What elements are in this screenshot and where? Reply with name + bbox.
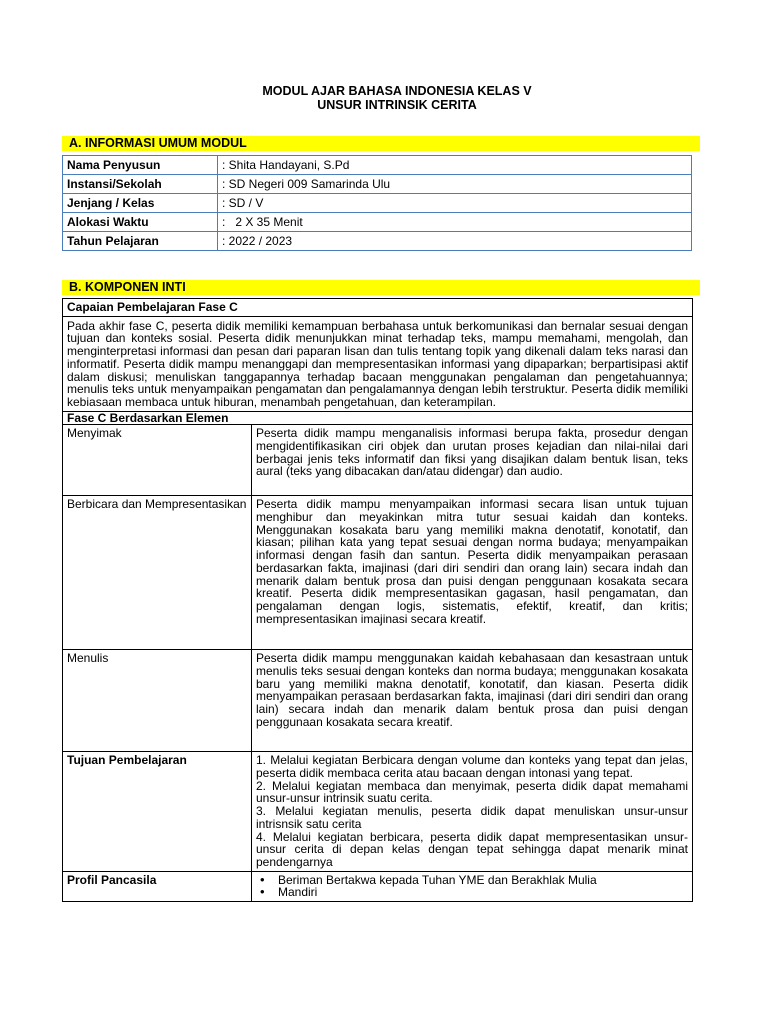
info-umum-table	[62, 155, 692, 251]
komponen-inti-table	[62, 298, 693, 902]
tujuan-heading: Tujuan Pembelajaran	[63, 752, 252, 871]
tujuan-item: 4. Melalui kegiatan berbicara, peserta didik dapat mempresentasikan unsur-unsur cerita di depan kelas dengan tepat sehingga dapat menarik minat pendengarnya	[256, 829, 688, 869]
table-row	[63, 752, 693, 871]
elemen-name: Menyimak	[63, 425, 252, 496]
table-row	[63, 175, 692, 194]
table-row	[63, 232, 692, 251]
info-key: Tahun Pelajaran	[63, 232, 218, 251]
table-row	[63, 496, 693, 650]
table-row	[63, 299, 693, 317]
profil-heading: Profil Pancasila	[63, 871, 252, 901]
document-title-line-1: MODUL AJAR BAHASA INDONESIA KELAS V	[262, 84, 532, 98]
table-row	[63, 425, 693, 496]
table-row	[63, 213, 692, 232]
table-row	[63, 156, 692, 175]
info-value: : 2 X 35 Menit	[218, 213, 692, 232]
document-title-line-2: UNSUR INTRINSIK CERITA	[317, 98, 477, 112]
tujuan-list	[252, 752, 693, 871]
capaian-text: Pada akhir fase C, peserta didik memiliki kemampuan berbahasa untuk berkomunikasi dan bernalar sesuai dengan tujuan dan konteks sosial. Peserta didik menunjukkan minat terhadap teks, mampu memahami, mengolah, dan menginterpretasi informasi dan pesan dari paparan lisan dan tulis tentang topik yang dikenali dalam teks narasi dan informatif. Peserta didik mampu menanggapi dan mempresentasikan informasi yang dipaparkan; berpartisipasi aktif dalam diskusi; menuliskan tanggapannya terhadap bacaan menggunakan pengalaman dan pengetahuannya; menulis teks untuk menyampaikan pengamatan dan pengalamannya dengan lebih terstruktur. Peserta didik memiliki kebiasaan membaca untuk hiburan, menambah pengetahuan, dan keterampilan.	[63, 316, 693, 411]
profil-item: • Mandiri	[278, 886, 688, 899]
capaian-heading: Capaian Pembelajaran Fase C	[63, 299, 693, 317]
tujuan-item: 1. Melalui kegiatan Berbicara dengan volume dan konteks yang tepat dan jelas, peserta didik membaca cerita atau bacaan dengan intonasi yang tepat.	[256, 753, 688, 781]
elemen-heading: Fase C Berdasarkan Elemen	[63, 411, 693, 425]
elemen-text: Peserta didik mampu menggunakan kaidah kebahasaan dan kesastraan untuk menulis teks sesuai dengan konteks dan norma budaya; menggunakan kosakata baru yang memiliki makna denotatif, konotatif, dan kiasan. Peserta didik menyampaikan perasaan berdasarkan fakta, imajinasi (dari diri sendiri dan orang lain) secara indah dan menarik dalam bentuk prosa dan puisi dengan penggunaan kosakata secara kreatif.	[252, 650, 693, 752]
info-value: : SD / V	[218, 194, 692, 213]
elemen-name: Menulis	[63, 650, 252, 752]
section-b-heading: B. KOMPONEN INTI	[62, 280, 700, 295]
info-key: Instansi/Sekolah	[63, 175, 218, 194]
elemen-text: Peserta didik mampu menyampaikan informasi secara lisan untuk tujuan menghibur dan meyakinkan mitra tutur sesuai kaidah dan konteks. Menggunakan kosakata baru yang memiliki makna denotatif, konotatif, dan kiasan; pilihan kata yang tepat sesuai dengan norma budaya; menyampaikan informasi dengan fasih dan santun. Peserta didik menyampaikan perasaan berdasarkan fakta, imajinasi (dari diri sendiri dan orang lain) secara indah dan menarik dalam bentuk prosa dan puisi dengan penggunaan kosakata secara kreatif. Peserta didik mempresentasikan gagasan, hasil pengamatan, dan pengalaman dengan logis, sistematis, efektif, kreatif, dan kritis; mempresentasikan imajinasi secara kreatif.	[252, 496, 693, 650]
section-a-heading: A. INFORMASI UMUM MODUL	[62, 136, 700, 151]
profil-item: • Beriman Bertakwa kepada Tuhan YME dan Berakhlak Mulia	[278, 874, 688, 887]
info-value: : SD Negeri 009 Samarinda Ulu	[218, 175, 692, 194]
tujuan-item: 3. Melalui kegiatan menulis, peserta didik dapat menuliskan unsur-unsur intrisnsik satu cerita	[256, 804, 688, 831]
info-key: Alokasi Waktu	[63, 213, 218, 232]
info-value: : 2022 / 2023	[218, 232, 692, 251]
info-value: : Shita Handayani, S.Pd	[218, 156, 692, 175]
table-row	[63, 411, 693, 425]
elemen-text: Peserta didik mampu menganalisis informasi berupa fakta, prosedur dengan mengidentifikasikan ciri objek dan urutan proses kejadian dan nilai-nilai dari berbagai jenis teks informatif dan fiksi yang disajikan dalam bentuk lisan, teks aural (teks yang dibacakan dan/atau didengar) dan audio.	[252, 425, 693, 496]
elemen-name: Berbicara dan Mempresentasikan	[63, 496, 252, 650]
info-key: Jenjang / Kelas	[63, 194, 218, 213]
tujuan-item: 2. Melalui kegiatan membaca dan menyimak, peserta didik dapat memahami unsur-unsur intrinsik suatu cerita.	[256, 778, 688, 806]
profil-list	[252, 871, 693, 901]
info-key: Nama Penyusun	[63, 156, 218, 175]
table-row	[63, 194, 692, 213]
table-row	[63, 650, 693, 752]
table-row	[63, 316, 693, 411]
table-row	[63, 871, 693, 901]
